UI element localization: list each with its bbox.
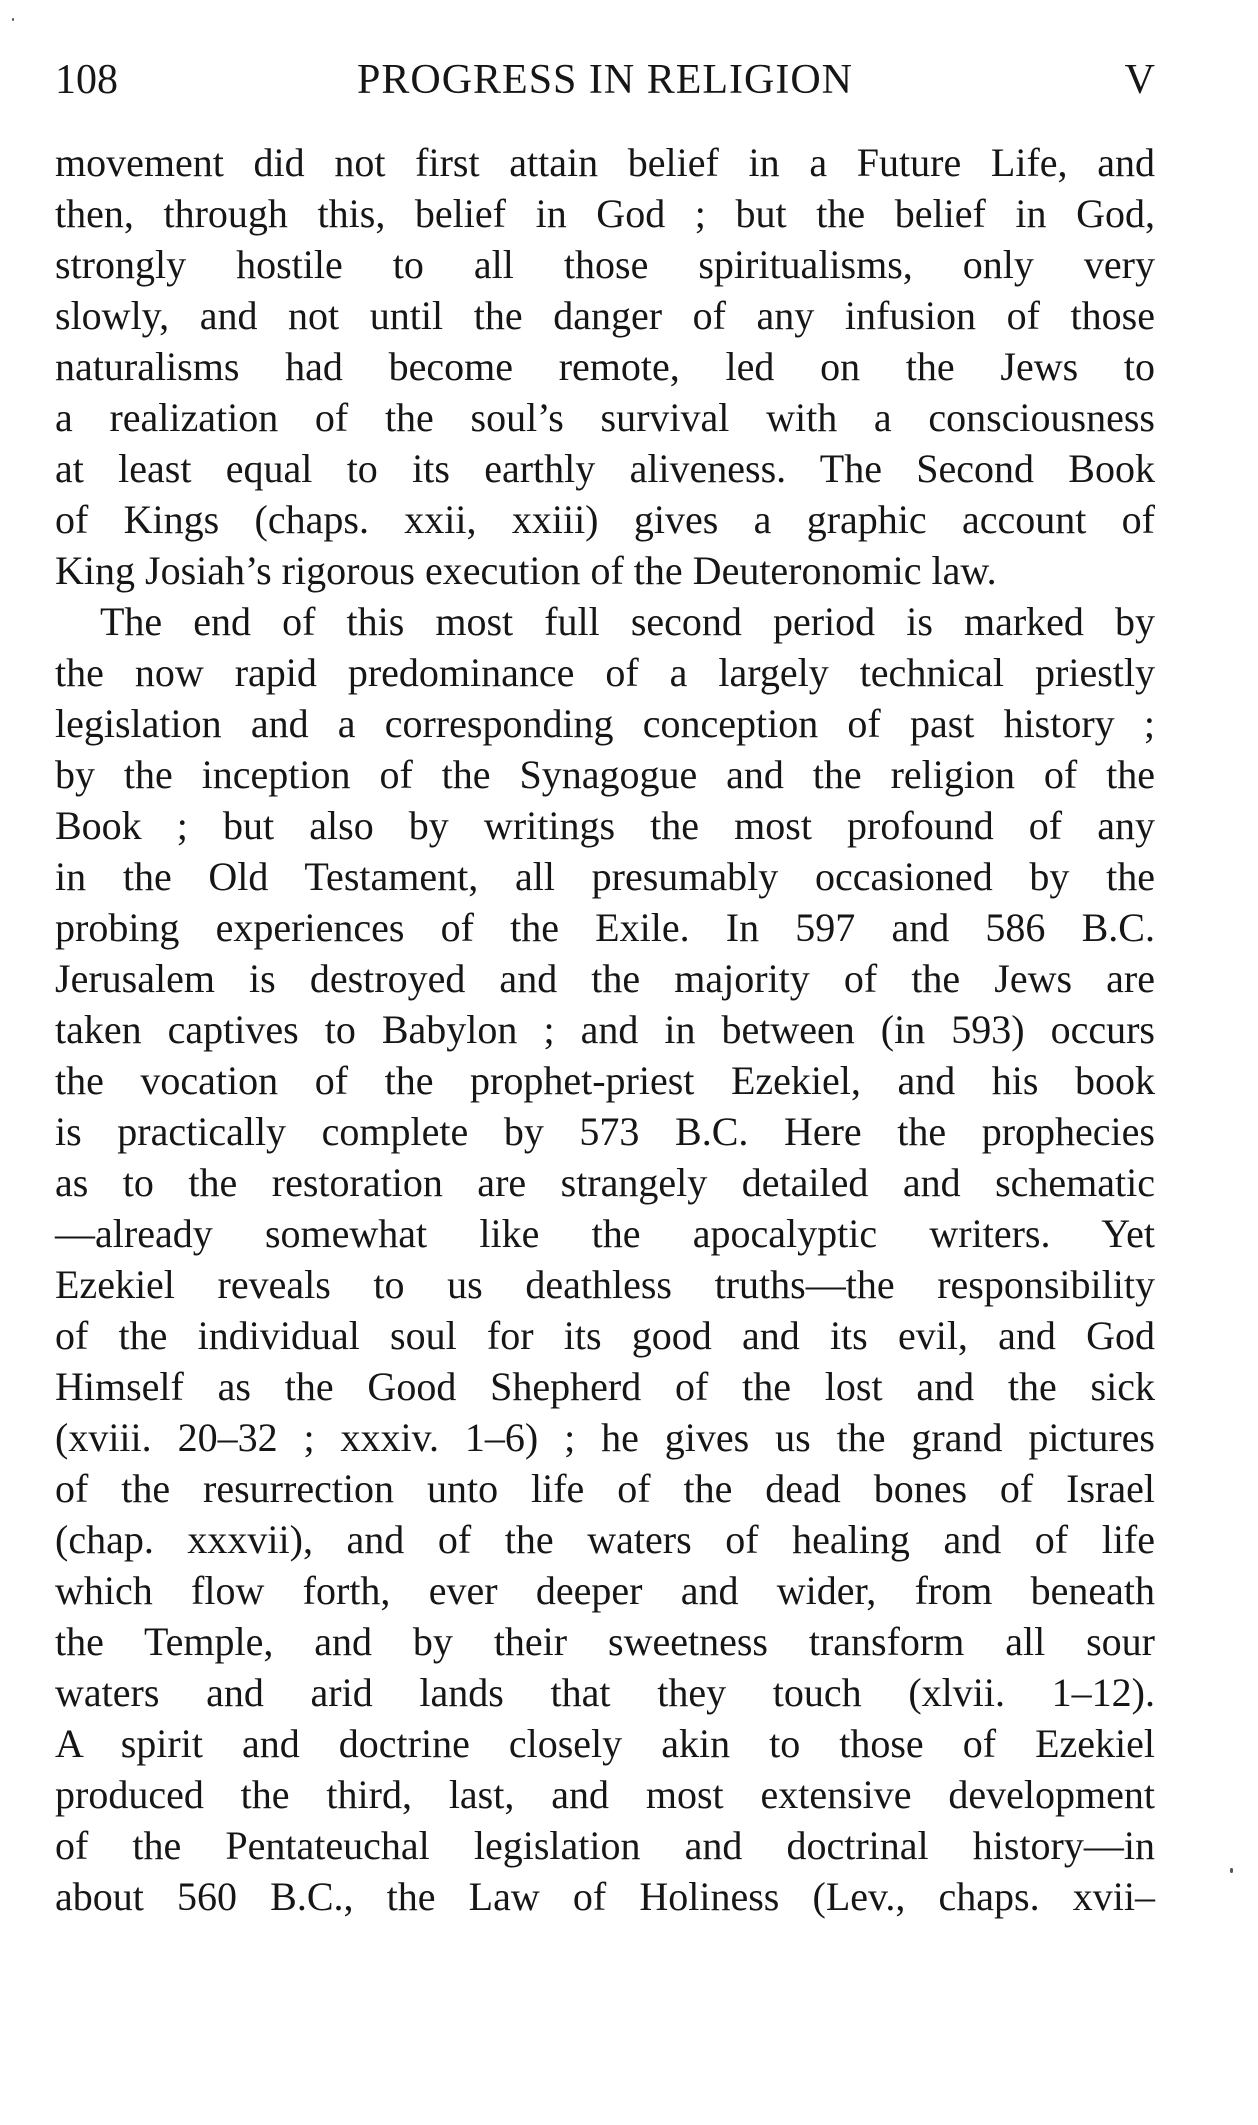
text-line: in the Old Testament, all presumably occasioned by the	[55, 854, 1155, 899]
text-line: which flow forth, ever deeper and wider, from beneath	[55, 1568, 1155, 1613]
text-line: by the inception of the Synagogue and the religion of the	[55, 752, 1155, 797]
text-line: of the Pentateuchal legislation and doctrinal history—in	[55, 1823, 1155, 1868]
text-line: produced the third, last, and most extensive development	[55, 1772, 1155, 1817]
text-line: Book ; but also by writings the most profound of any	[55, 803, 1155, 848]
text-line: as to the restoration are strangely detailed and schematic	[55, 1160, 1155, 1205]
chapter-number: V	[1124, 57, 1155, 103]
text-line: Ezekiel reveals to us deathless truths—the responsibility	[55, 1262, 1155, 1307]
scan-speck	[12, 18, 14, 21]
text-line: a realization of the soul’s survival with a consciousness	[55, 395, 1155, 440]
text-line: —already somewhat like the apocalyptic writers. Yet	[55, 1211, 1155, 1256]
text-line: of the individual soul for its good and its evil, and God	[55, 1313, 1155, 1358]
text-line: Himself as the Good Shepherd of the lost and the sick	[55, 1364, 1155, 1409]
text-line: (chap. xxxvii), and of the waters of healing and of life	[55, 1517, 1155, 1562]
running-title: PROGRESS IN RELIGION	[356, 57, 854, 103]
text-line: at least equal to its earthly aliveness. The Second Book	[55, 446, 1155, 491]
text-line: strongly hostile to all those spiritualisms, only very	[55, 242, 1155, 287]
text-line: legislation and a corresponding conception of past history ;	[55, 701, 1155, 746]
text-line: The end of this most full second period is marked by	[100, 599, 1155, 644]
text-line: then, through this, belief in God ; but the belief in God,	[55, 191, 1155, 236]
page-number: 108	[55, 57, 118, 103]
text-line: naturalisms had become remote, led on the Jews to	[55, 344, 1155, 389]
text-line: Jerusalem is destroyed and the majority of the Jews are	[55, 956, 1155, 1001]
scan-speck	[1230, 1868, 1233, 1873]
text-line: is practically complete by 573 B.C. Here the prophecies	[55, 1109, 1155, 1154]
text-line: about 560 B.C., the Law of Holiness (Lev., chaps. xvii–	[55, 1874, 1155, 1919]
running-head	[55, 50, 1155, 110]
text-line: waters and arid lands that they touch (xlvii. 1–12).	[55, 1670, 1155, 1715]
text-line: A spirit and doctrine closely akin to those of Ezekiel	[55, 1721, 1155, 1766]
text-line: King Josiah’s rigorous execution of the Deuteronomic law.	[55, 548, 997, 593]
text-line: probing experiences of the Exile. In 597 and 586 B.C.	[55, 905, 1155, 950]
text-line: slowly, and not until the danger of any infusion of those	[55, 293, 1155, 338]
text-line: of Kings (chaps. xxii, xxiii) gives a graphic account of	[55, 497, 1155, 542]
text-line: of the resurrection unto life of the dead bones of Israel	[55, 1466, 1155, 1511]
text-line: the vocation of the prophet-priest Ezekiel, and his book	[55, 1058, 1155, 1103]
text-line: (xviii. 20–32 ; xxxiv. 1–6) ; he gives us the grand pictures	[55, 1415, 1155, 1460]
text-line: movement did not first attain belief in a Future Life, and	[55, 140, 1155, 185]
text-line: the now rapid predominance of a largely technical priestly	[55, 650, 1155, 695]
text-line: taken captives to Babylon ; and in between (in 593) occurs	[55, 1007, 1155, 1052]
text-line: the Temple, and by their sweetness transform all sour	[55, 1619, 1155, 1664]
body-text	[55, 137, 1155, 1922]
